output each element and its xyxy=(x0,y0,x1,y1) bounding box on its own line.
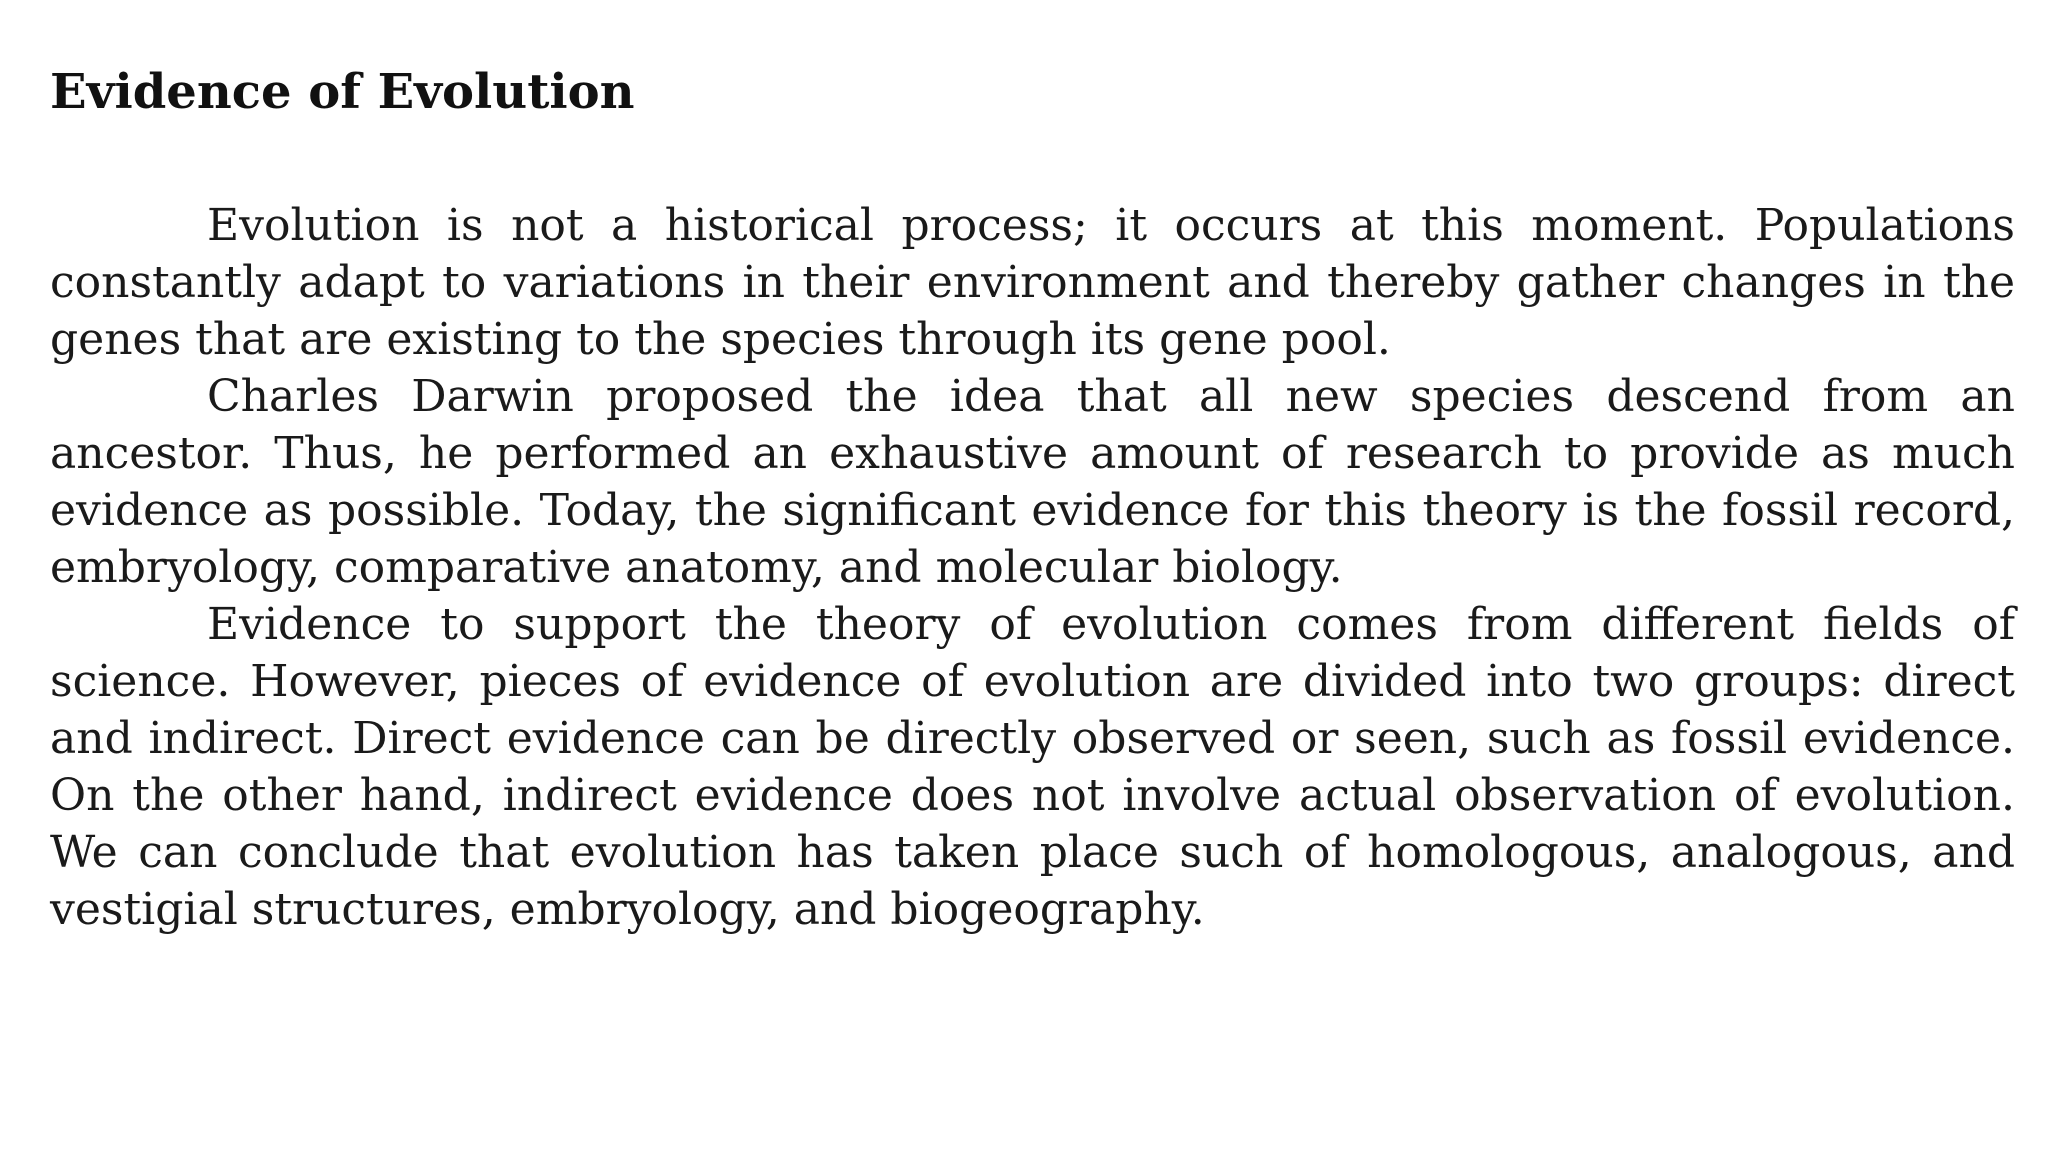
document-heading: Evidence of Evolution xyxy=(50,64,635,120)
document-page xyxy=(50,62,2015,938)
paragraph-darwin: Charles Darwin proposed the idea that all new species descend from an ancestor. Thus, he performed an exhaustive amount of research to provide as much evidence as possible. Today, the significant evidence for this theory is the fossil record, embryology, comparative anatomy, and molecular biology. xyxy=(50,371,2015,593)
paragraph-evolution-process: Evolution is not a historical process; it occurs at this moment. Populations constantly adapt to variations in their environment and thereby gather changes in the genes that are existing to the species through its gene pool. xyxy=(50,200,2015,365)
document-body xyxy=(50,197,2015,938)
paragraph-evidence-types: Evidence to support the theory of evolution comes from different fields of science. However, pieces of evidence of evolution are divided into two groups: direct and indirect. Direct evidence can be directly observed or seen, such as fossil evidence. On the other hand, indirect evidence does not involve actual observation of evolution. We can conclude that evolution has taken place such of homologous, analogous, and vestigial structures, embryology, and biogeography. xyxy=(50,599,2015,935)
